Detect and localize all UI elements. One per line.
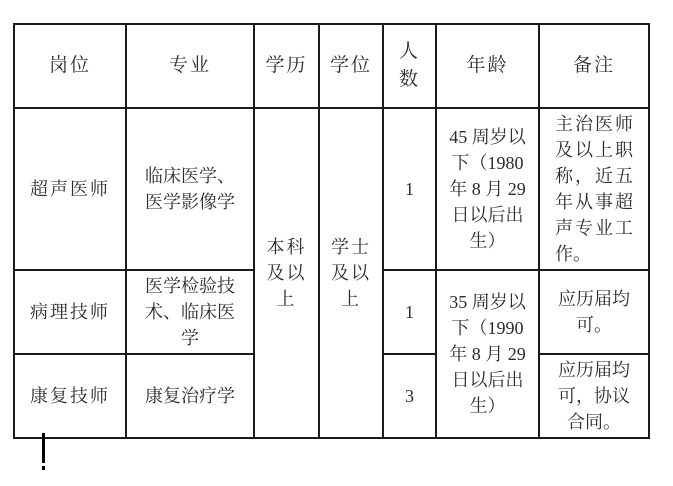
cell-major-3: 康复治疗学 (126, 354, 254, 438)
header-count: 人数 (383, 24, 436, 108)
cell-major-1: 临床医学、医学影像学 (126, 108, 254, 270)
header-row (14, 24, 649, 108)
cell-note-1: 主治医师及以上职称，近五年从事超声专业工作。 (539, 108, 649, 270)
cell-major-2: 医学检验技术、临床医学 (126, 270, 254, 354)
header-education: 学历 (254, 24, 319, 108)
cell-position-1: 超声医师 (14, 108, 126, 270)
cell-count-1: 1 (383, 108, 436, 270)
table-row-ultrasound-physician (14, 108, 649, 270)
cell-degree-merged: 学士及以上 (319, 108, 383, 438)
text-cursor (42, 433, 45, 463)
cell-note-2: 应历届均可。 (539, 270, 649, 354)
header-age: 年龄 (436, 24, 539, 108)
header-major: 专业 (126, 24, 254, 108)
cell-count-3: 3 (383, 354, 436, 438)
header-note: 备注 (539, 24, 649, 108)
cell-position-2: 病理技师 (14, 270, 126, 354)
cell-position-3: 康复技师 (14, 354, 126, 438)
cell-note-3: 应历届均可，协议合同。 (539, 354, 649, 438)
header-position: 岗位 (14, 24, 126, 108)
cell-count-2: 1 (383, 270, 436, 354)
cell-age-1: 45 周岁以下（1980 年 8 月 29 日以后出生） (436, 108, 539, 270)
cell-age-merged-2-3: 35 周岁以下（1990 年 8 月 29 日以后出生） (436, 270, 539, 438)
cell-education-merged: 本科及以上 (254, 108, 319, 438)
recruitment-table (13, 23, 650, 439)
header-degree: 学位 (319, 24, 383, 108)
